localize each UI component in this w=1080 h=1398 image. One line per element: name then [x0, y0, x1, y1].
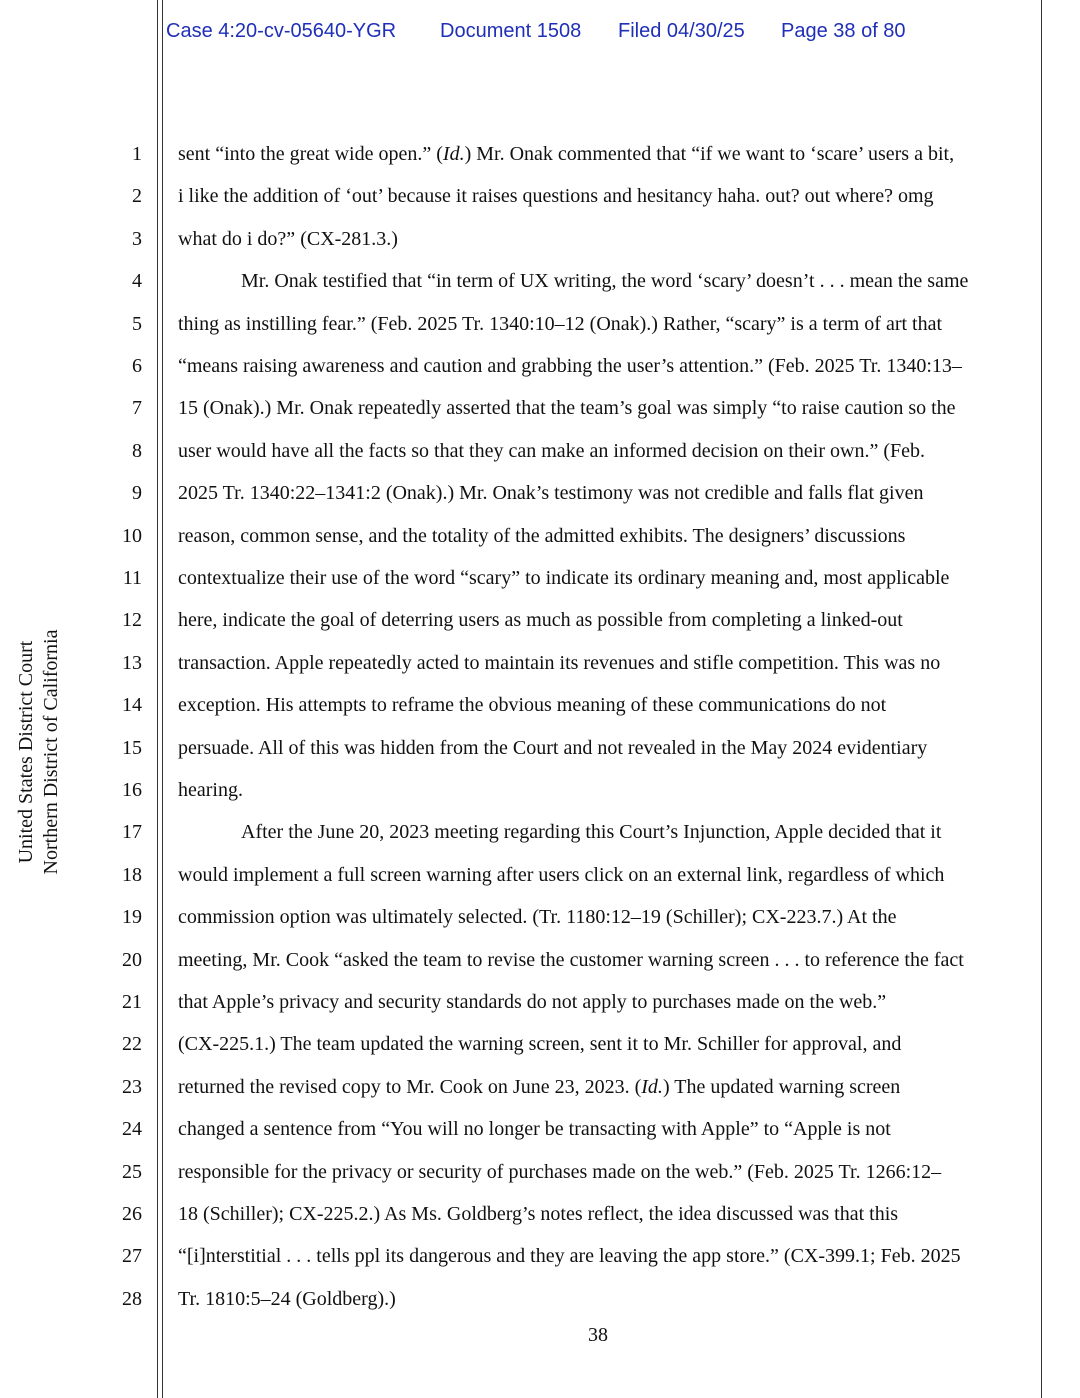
line-number: 25	[122, 1161, 142, 1183]
body-text-line: 18 (Schiller); CX-225.2.) As Ms. Goldberg’s notes reflect, the idea discussed was that this	[178, 1203, 899, 1225]
left-margin-rule	[157, 0, 158, 1398]
body-text-line: Tr. 1810:5–24 (Goldberg).)	[178, 1288, 396, 1310]
line-number: 11	[122, 567, 142, 589]
line-number: 27	[122, 1245, 142, 1267]
court-side-caption	[14, 622, 64, 882]
side-caption-line2: Northern District of California	[40, 629, 62, 875]
line-number: 5	[132, 313, 142, 335]
page-count: Page 38 of 80	[781, 20, 906, 42]
body-text-line: commission option was ultimately selected. (Tr. 1180:12–19 (Schiller); CX-223.7.) At the	[178, 906, 897, 928]
body-text-line: sent “into the great wide open.” (Id.) Mr. Onak commented that “if we want to ‘scare’ users a bit,	[178, 143, 955, 165]
line-number: 20	[122, 949, 142, 971]
line-number: 7	[132, 397, 142, 419]
body-text-line: that Apple’s privacy and security standards do not apply to purchases made on the web.”	[178, 991, 887, 1013]
line-number: 26	[122, 1203, 142, 1225]
body-text-line: “[i]nterstitial . . . tells ppl its dangerous and they are leaving the app store.” (CX-399.1; Feb. 2025	[178, 1245, 961, 1267]
line-number: 12	[122, 609, 142, 631]
body-text-line: Mr. Onak testified that “in term of UX writing, the word ‘scary’ doesn’t . . . mean the same	[241, 270, 969, 292]
line-number: 15	[122, 737, 142, 759]
line-number: 2	[132, 185, 142, 207]
line-number: 28	[122, 1288, 142, 1310]
line-number: 18	[122, 864, 142, 886]
line-number: 4	[132, 270, 142, 292]
body-text-line: hearing.	[178, 779, 243, 801]
body-text-line: changed a sentence from “You will no longer be transacting with Apple” to “Apple is not	[178, 1118, 891, 1140]
body-text-line: contextualize their use of the word “scary” to indicate its ordinary meaning and, most applicable	[178, 567, 950, 589]
line-number: 6	[132, 355, 142, 377]
body-text-line: After the June 20, 2023 meeting regarding this Court’s Injunction, Apple decided that it	[241, 821, 942, 843]
body-text-line: what do i do?” (CX-281.3.)	[178, 228, 398, 250]
body-text-line: responsible for the privacy or security of purchases made on the web.” (Feb. 2025 Tr. 1266:12–	[178, 1161, 942, 1183]
body-text-line: exception. His attempts to reframe the obvious meaning of these communications do not	[178, 694, 887, 716]
body-text-line: meeting, Mr. Cook “asked the team to revise the customer warning screen . . . to reference the fact	[178, 949, 964, 971]
body-text-line: user would have all the facts so that they can make an informed decision on their own.” (Feb.	[178, 440, 925, 462]
line-number: 17	[122, 821, 142, 843]
body-text-line: would implement a full screen warning after users click on an external link, regardless of which	[178, 864, 945, 886]
body-text-line: reason, common sense, and the totality of the admitted exhibits. The designers’ discussions	[178, 525, 906, 547]
line-number: 19	[122, 906, 142, 928]
line-number: 8	[132, 440, 142, 462]
body-text-line: i like the addition of ‘out’ because it raises questions and hesitancy haha. out? out where? omg	[178, 185, 934, 207]
body-text-line: “means raising awareness and caution and grabbing the user’s attention.” (Feb. 2025 Tr. 1340:13–	[178, 355, 962, 377]
document-number: Document 1508	[440, 20, 582, 42]
body-text-line: (CX-225.1.) The team updated the warning screen, sent it to Mr. Schiller for approval, and	[178, 1033, 902, 1055]
citation-id: Id.	[641, 1076, 663, 1098]
line-number: 24	[122, 1118, 142, 1140]
left-margin-rule-inner	[162, 0, 163, 1398]
line-number: 13	[122, 652, 142, 674]
line-number: 23	[122, 1076, 142, 1098]
body-text-line: here, indicate the goal of deterring users as much as possible from completing a linked-out	[178, 609, 903, 631]
body-text-line: transaction. Apple repeatedly acted to maintain its revenues and stifle competition. This was no	[178, 652, 941, 674]
line-number: 14	[122, 694, 142, 716]
side-caption-line1: United States District Court	[15, 640, 37, 864]
filed-date: Filed 04/30/25	[618, 20, 745, 42]
line-number: 10	[122, 525, 142, 547]
body-text-line: persuade. All of this was hidden from the Court and not revealed in the May 2024 evidentiary	[178, 737, 928, 759]
line-number: 9	[132, 482, 142, 504]
body-text-line: 15 (Onak).) Mr. Onak repeatedly asserted that the team’s goal was simply “to raise caution so the	[178, 397, 956, 419]
line-number: 3	[132, 228, 142, 250]
body-text-line: returned the revised copy to Mr. Cook on June 23, 2023. (Id.) The updated warning screen	[178, 1076, 901, 1098]
line-number: 16	[122, 779, 142, 801]
line-number: 22	[122, 1033, 142, 1055]
line-number: 21	[122, 991, 142, 1013]
body-text-line: thing as instilling fear.” (Feb. 2025 Tr. 1340:10–12 (Onak).) Rather, “scary” is a term of art that	[178, 313, 943, 335]
case-number: Case 4:20-cv-05640-YGR	[166, 20, 397, 42]
right-margin-rule	[1041, 0, 1042, 1398]
page-number: 38	[588, 1324, 608, 1346]
body-text-line: 2025 Tr. 1340:22–1341:2 (Onak).) Mr. Onak’s testimony was not credible and falls flat given	[178, 482, 924, 504]
citation-id: Id.	[442, 143, 465, 165]
line-number: 1	[132, 143, 142, 165]
